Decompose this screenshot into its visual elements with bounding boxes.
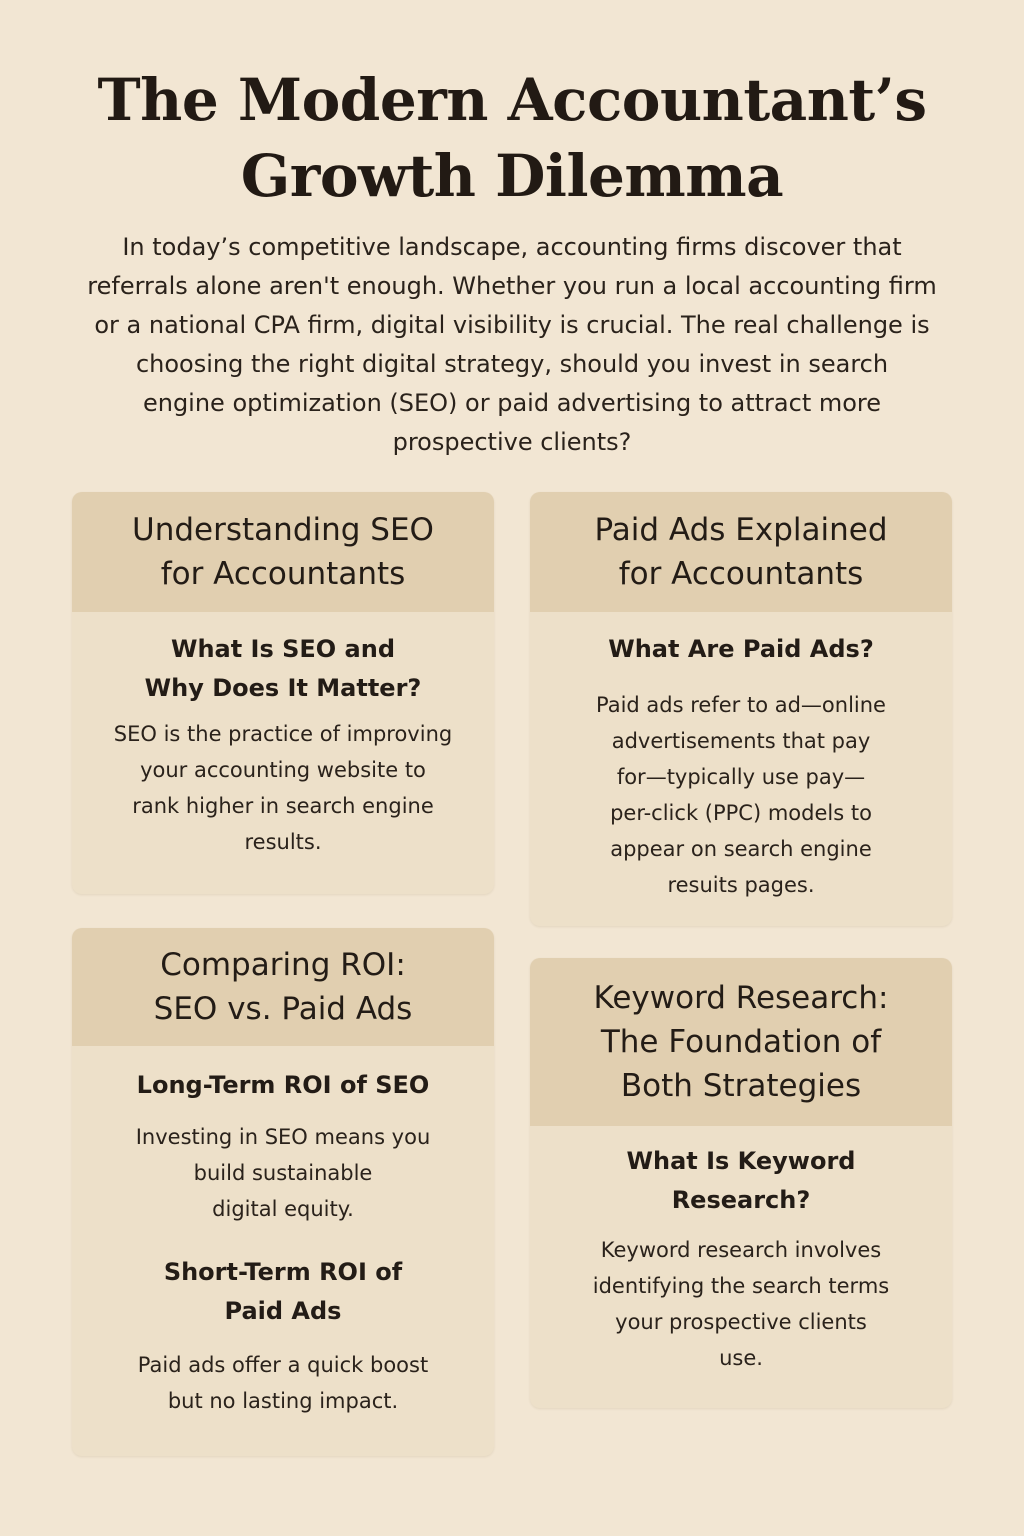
intro-line: referrals alone aren't enough. Whether you run a local accounting firm xyxy=(87,272,937,300)
paid-ads-subhead xyxy=(558,630,924,669)
intro-line: In today’s competitive landscape, accounting firms discover that xyxy=(122,233,902,261)
keyword-research-text xyxy=(558,1232,924,1376)
body-line: advertisements that pay xyxy=(611,729,871,753)
seo-card-title xyxy=(132,508,434,596)
body-line: your accounting website to xyxy=(140,758,426,782)
card-title-line: The Foundation of xyxy=(600,1024,882,1060)
body-line: Keyword research involves xyxy=(600,1238,882,1262)
body-line: Investing in SEO means you xyxy=(135,1125,431,1149)
keyword-research-card-title xyxy=(594,976,889,1108)
body-line: SEO is the practice of improving xyxy=(113,722,453,746)
body-line: resuits pages. xyxy=(667,873,815,897)
card-title-line: Both Strategies xyxy=(620,1068,862,1104)
seo-card-body xyxy=(72,630,494,860)
roi-card-title xyxy=(154,943,413,1031)
body-line: appear on search engine xyxy=(610,837,872,861)
paid-ads-text xyxy=(558,687,924,903)
body-line: build sustainable xyxy=(193,1161,373,1185)
body-line: rank higher in search engine xyxy=(132,794,434,818)
paid-ads-card-header xyxy=(530,492,952,612)
intro-line: engine optimization (SEO) or paid advertising to attract more xyxy=(142,389,882,417)
body-line: Paid ads offer a quick boost xyxy=(137,1353,429,1377)
body-line: results. xyxy=(244,830,322,854)
roi-card-header xyxy=(72,928,494,1046)
card-title-line: Keyword Research: xyxy=(593,980,889,1016)
card-title-line: for Accountants xyxy=(160,556,406,592)
intro-line: or a national CPA firm, digital visibility is crucial. The real challenge is xyxy=(94,311,930,339)
body-line: for—typically use pay— xyxy=(616,765,866,789)
keyword-research-card xyxy=(530,958,952,1408)
roi-paid-ads-subhead xyxy=(100,1253,466,1331)
intro-line: choosing the right digital strategy, should you invest in search xyxy=(135,350,889,378)
body-line: use. xyxy=(719,1346,763,1370)
page-title xyxy=(40,62,984,214)
paid-ads-card-title xyxy=(594,508,887,596)
seo-card xyxy=(72,492,494,894)
body-line: Paid ads refer to ad—online xyxy=(596,693,886,717)
roi-paid-ads-text xyxy=(100,1347,466,1419)
body-line: digital equity. xyxy=(212,1197,354,1221)
body-line: but no lasting impact. xyxy=(167,1389,399,1413)
keyword-research-card-body xyxy=(530,1142,952,1376)
body-line: per-click (PPC) models to xyxy=(610,801,872,825)
paid-ads-card-body xyxy=(530,630,952,903)
card-title-line: Comparing ROI: xyxy=(160,947,406,983)
keyword-research-card-header xyxy=(530,958,952,1126)
subhead-line: Paid Ads xyxy=(224,1297,342,1325)
intro-paragraph xyxy=(60,228,964,462)
card-title-line: Understanding SEO xyxy=(132,512,434,548)
roi-seo-subhead xyxy=(100,1066,466,1105)
subhead-line: Research? xyxy=(671,1186,811,1214)
paid-ads-card xyxy=(530,492,952,926)
body-line: your prospective clients xyxy=(615,1310,867,1334)
seo-subhead xyxy=(100,630,466,708)
card-title-line: for Accountants xyxy=(618,556,864,592)
intro-line: prospective clients? xyxy=(392,428,632,456)
subhead-line: What Is SEO and xyxy=(170,635,396,663)
subhead-line: Long-Term ROI of SEO xyxy=(136,1071,430,1099)
page-title-line: The Modern Accountant’s xyxy=(97,66,927,134)
roi-seo-text xyxy=(100,1119,466,1227)
subhead-line: Short-Term ROI of xyxy=(163,1258,403,1286)
seo-card-header xyxy=(72,492,494,612)
card-title-line: Paid Ads Explained xyxy=(594,512,888,548)
page-title-line: Growth Dilemma xyxy=(240,142,784,210)
body-line: identifying the search terms xyxy=(592,1274,890,1298)
subhead-line: What Are Paid Ads? xyxy=(608,635,874,663)
roi-card xyxy=(72,928,494,1456)
seo-text xyxy=(100,716,466,860)
roi-card-body xyxy=(72,1066,494,1419)
card-title-line: SEO vs. Paid Ads xyxy=(153,991,413,1027)
subhead-line: Why Does It Matter? xyxy=(144,674,422,702)
keyword-research-subhead xyxy=(558,1142,924,1220)
subhead-line: What Is Keyword xyxy=(626,1147,856,1175)
